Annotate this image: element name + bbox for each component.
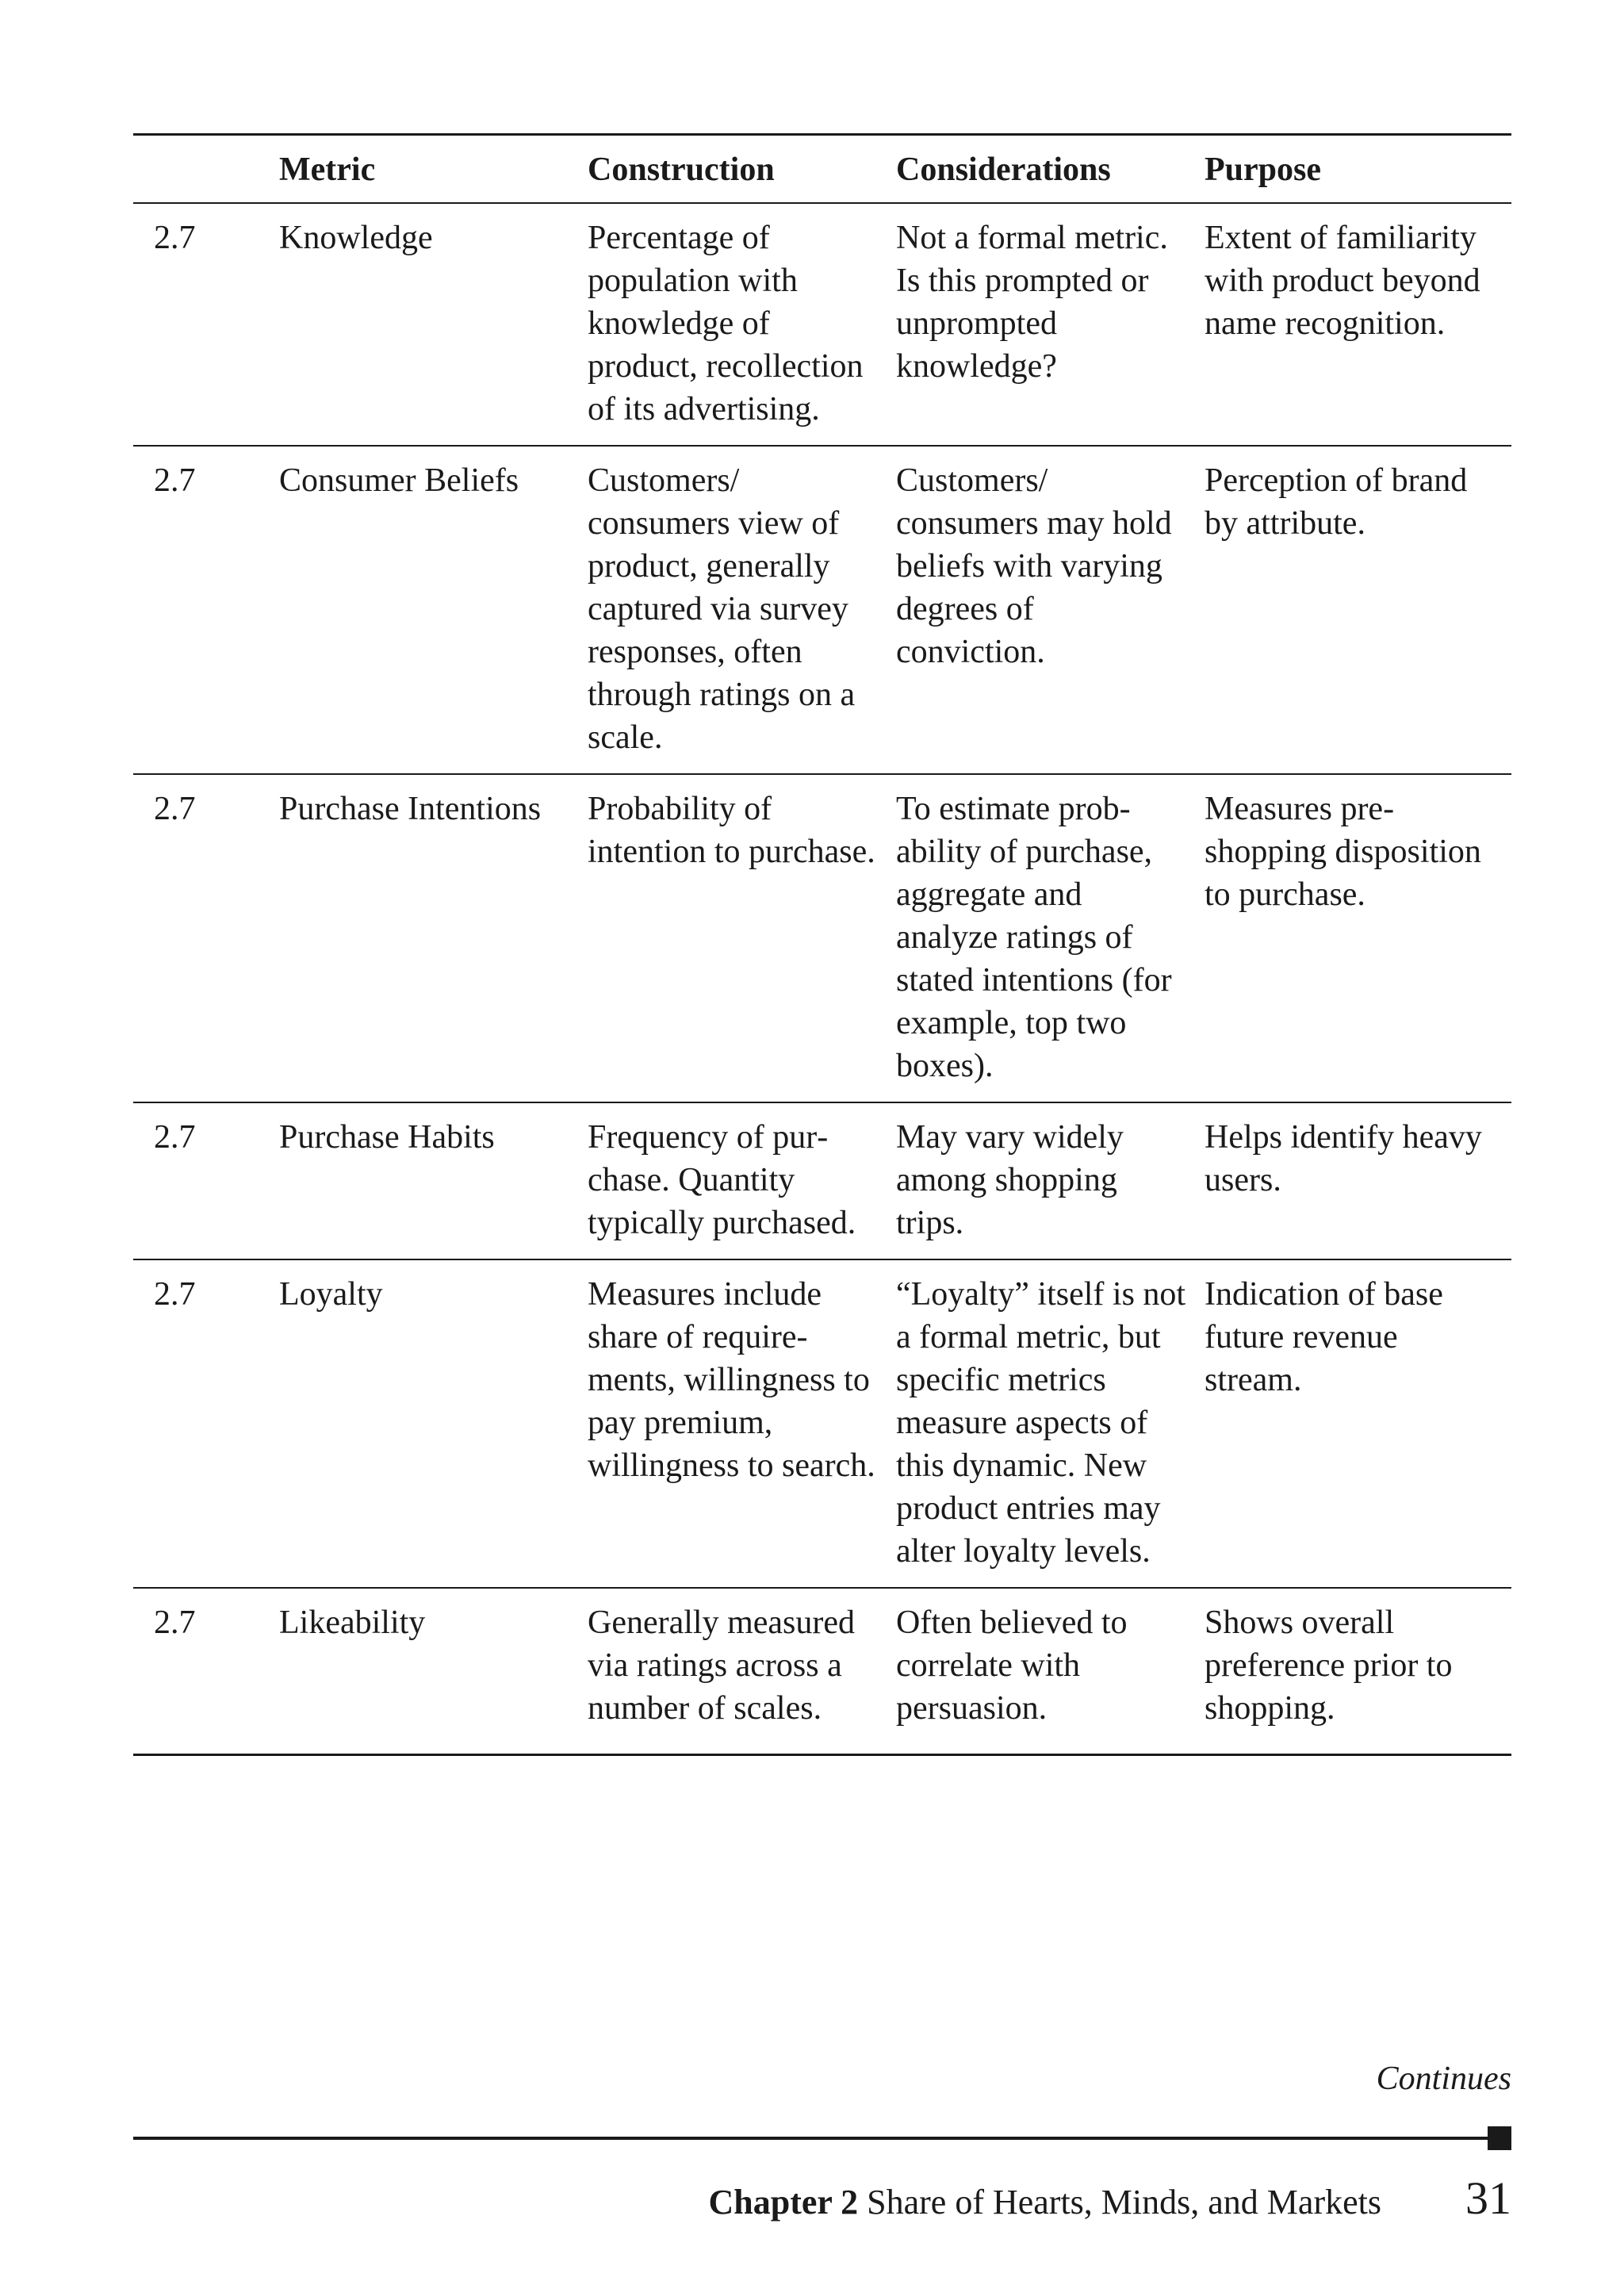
- running-head: [709, 2181, 1382, 2224]
- header-metric: Metric: [279, 151, 376, 188]
- row-construction: Generally measured via ratings across a number of scales.: [588, 1604, 856, 1727]
- row-section: 2.7: [154, 1276, 196, 1313]
- row-section: 2.7: [154, 791, 196, 827]
- header-considerations: Considerations: [896, 151, 1111, 188]
- row-metric: Loyalty: [279, 1276, 383, 1313]
- table-row: [133, 1588, 1511, 1755]
- row-considerations: May vary widely among shopping trips.: [896, 1119, 1124, 1241]
- row-section: 2.7: [154, 462, 196, 499]
- table-row: [133, 203, 1511, 446]
- row-purpose: Shows overall preference prior to shopping.: [1205, 1604, 1453, 1727]
- metrics-table: [133, 133, 1511, 1756]
- row-metric: Purchase Intentions: [279, 791, 542, 827]
- row-construction: Probability of intention to purchase.: [588, 791, 875, 870]
- footer-rule: [133, 2137, 1494, 2140]
- row-metric: Consumer Beliefs: [279, 462, 519, 499]
- chapter-title: Share of Hearts, Minds, and Markets: [867, 2183, 1381, 2222]
- continues-note: Continues: [1376, 2061, 1511, 2097]
- row-section: 2.7: [154, 220, 196, 256]
- chapter-label: Chapter 2: [708, 2183, 859, 2222]
- header-construction: Construction: [588, 151, 775, 188]
- table-header-row: [133, 135, 1511, 204]
- table-row: [133, 446, 1511, 774]
- row-purpose: Extent of familiarity with product beyond name recognition.: [1205, 220, 1480, 342]
- row-construction: Percentage of population with knowledge of product, recollection of its advertising.: [588, 220, 864, 427]
- header-purpose: Purpose: [1205, 151, 1321, 188]
- row-section: 2.7: [154, 1604, 196, 1641]
- row-purpose: Perception of brand by attribute.: [1205, 462, 1468, 542]
- footer-square-marker: [1488, 2126, 1511, 2150]
- row-construction: Customers/ consumers view of product, generally captured via survey responses, often through ratings on a scale.: [588, 462, 856, 756]
- page-content: [133, 133, 1511, 1756]
- table-row: [133, 774, 1511, 1102]
- row-construction: Frequency of purchase. Quantity typically purchased.: [588, 1119, 856, 1241]
- row-purpose: Helps identify heavy users.: [1205, 1119, 1482, 1198]
- row-purpose: Indication of base future revenue stream.: [1205, 1276, 1443, 1398]
- table-row: [133, 1102, 1511, 1259]
- row-considerations: To estimate probability of purchase, aggregate and analyze ratings of stated intentions (for example, top two boxes).: [896, 791, 1172, 1084]
- page-number: 31: [1465, 2172, 1511, 2224]
- row-purpose: Measures pre-shopping disposition to purchase.: [1205, 791, 1481, 913]
- table-row: [133, 1259, 1511, 1588]
- page-footer: [133, 2173, 1511, 2229]
- row-section: 2.7: [154, 1119, 196, 1156]
- row-considerations: Customers/ consumers may hold beliefs with varying degrees of conviction.: [896, 462, 1172, 670]
- row-considerations: Often believed to correlate with persuasion.: [896, 1604, 1128, 1727]
- row-metric: Likeability: [279, 1604, 426, 1641]
- row-considerations: “Loyalty” itself is not a formal metric, but specific metrics measure aspects of this dynamic. New product entries may alter loyalty levels.: [896, 1276, 1186, 1570]
- header-section: [133, 135, 279, 204]
- row-metric: Knowledge: [279, 220, 433, 256]
- row-metric: Purchase Habits: [279, 1119, 495, 1156]
- row-considerations: Not a formal metric. Is this prompted or unprompted knowledge?: [896, 220, 1168, 385]
- row-construction: Measures include share of requirements, willingness to pay premium, willingness to search.: [588, 1276, 875, 1484]
